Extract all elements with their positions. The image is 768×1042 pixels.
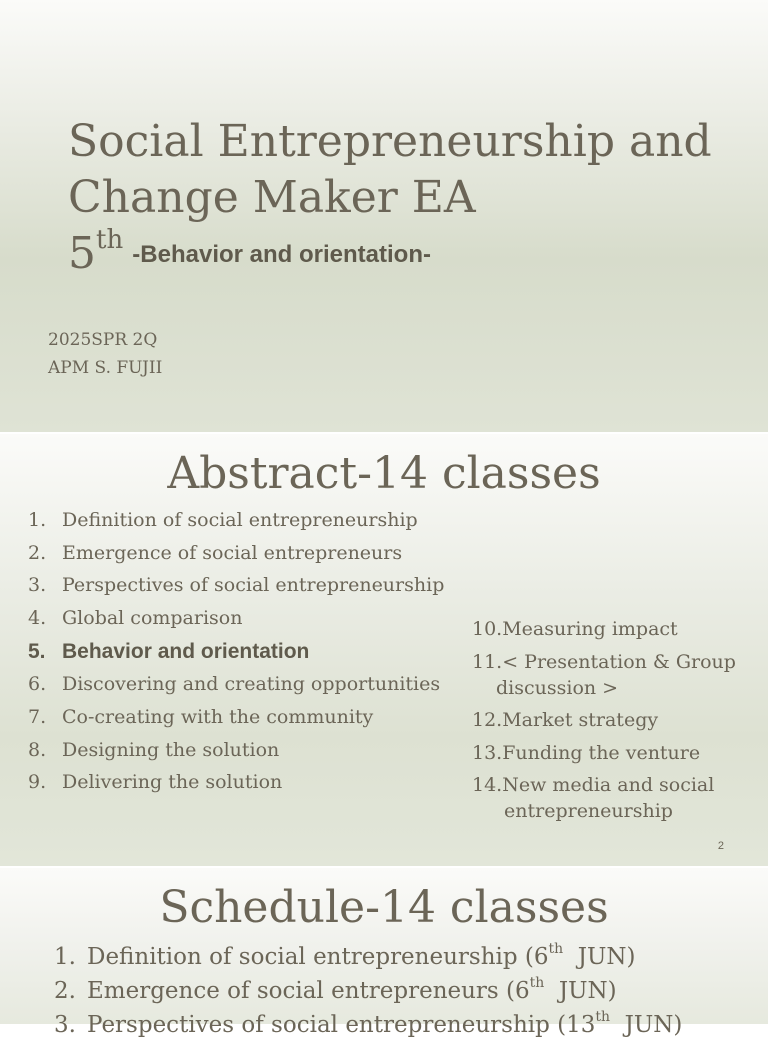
slide-abstract bbox=[0, 434, 768, 866]
list-item: 11.< Presentation & Group discussion > bbox=[472, 650, 736, 699]
list-item: 1. Definition of social entrepreneurship bbox=[28, 509, 418, 531]
page-number: 2 bbox=[717, 840, 724, 852]
class-list-left bbox=[28, 506, 478, 801]
lecture-number: 5 bbox=[68, 228, 96, 279]
class-list-right bbox=[472, 616, 762, 831]
slide-schedule bbox=[0, 868, 768, 1038]
list-item: 14.New media and social entrepreneurship bbox=[472, 774, 715, 822]
list-item: 13.Funding the venture bbox=[472, 741, 701, 764]
instructor-label: APM S. FUJII bbox=[48, 358, 163, 378]
list-item: 9. Delivering the solution bbox=[28, 771, 283, 794]
course-meta bbox=[48, 326, 162, 382]
list-item: 3. Perspectives of social entrepreneurship (13th JUN) bbox=[54, 1009, 683, 1038]
schedule-list bbox=[54, 940, 768, 1042]
course-title: Social Entrepreneurship and Change Maker EA bbox=[68, 116, 712, 223]
lecture-number-suffix: th bbox=[96, 225, 124, 255]
list-item: 6. Discovering and creating opportunities bbox=[28, 673, 441, 696]
schedule-title: Schedule-14 classes bbox=[159, 882, 609, 933]
list-item: 10.Measuring impact bbox=[472, 618, 678, 640]
list-item: 2. Emergence of social entrepreneurs bbox=[28, 541, 403, 564]
lecture-heading bbox=[68, 225, 431, 279]
list-item: 7. Co-creating with the community bbox=[28, 705, 374, 728]
list-item: 2. Emergence of social entrepreneurs (6th JUN) bbox=[54, 975, 617, 1004]
abstract-title: Abstract-14 classes bbox=[167, 448, 601, 499]
list-item: 12.Market strategy bbox=[472, 709, 659, 731]
term-label: 2025SPR 2Q bbox=[48, 330, 158, 350]
slide-title bbox=[0, 0, 768, 432]
list-item: 8. Designing the solution bbox=[28, 738, 280, 761]
list-item: 1. Definition of social entrepreneurship (6th JUN) bbox=[54, 941, 636, 970]
list-item: 4. Global comparison bbox=[28, 606, 243, 629]
lecture-subtitle: -Behavior and orientation- bbox=[132, 241, 431, 268]
list-item: 3. Perspectives of social entrepreneurship bbox=[28, 574, 445, 597]
list-item-current: 5. Behavior and orientation bbox=[28, 640, 310, 664]
